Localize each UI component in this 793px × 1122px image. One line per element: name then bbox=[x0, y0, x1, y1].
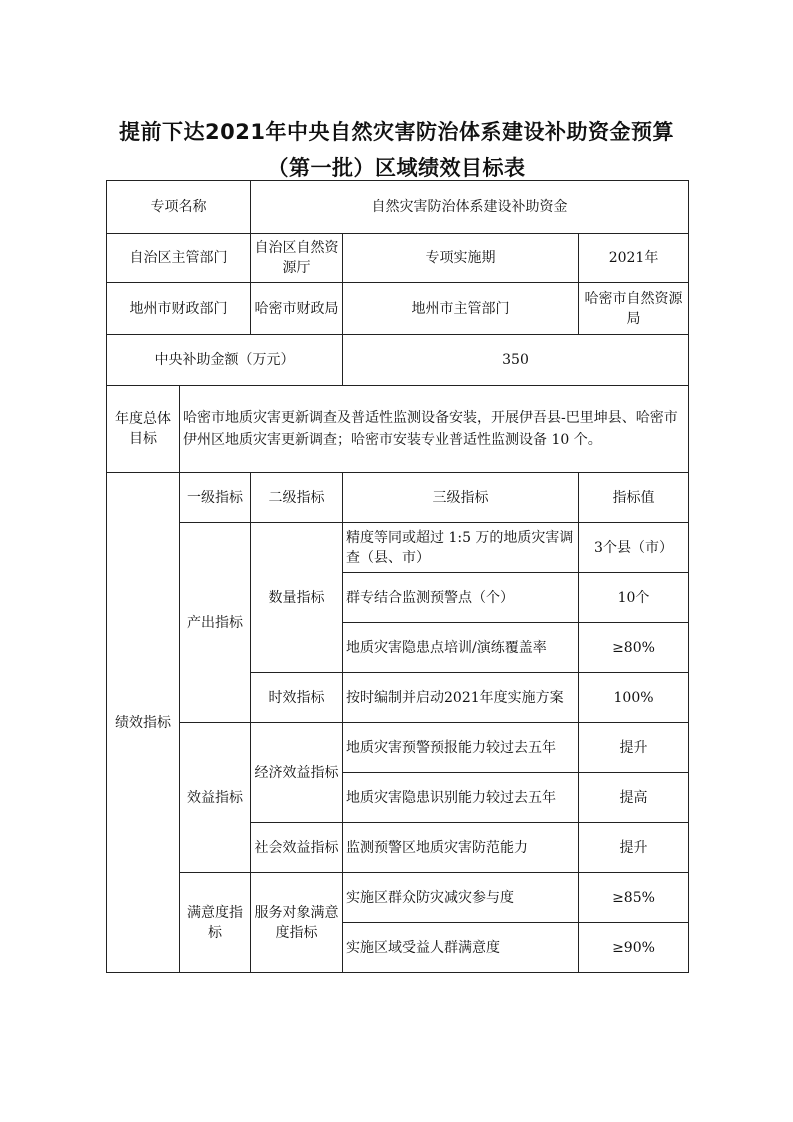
level1-satisfaction: 满意度指标 bbox=[180, 873, 251, 973]
column-header-level2: 二级指标 bbox=[251, 473, 343, 523]
region-dept-label: 自治区主管部门 bbox=[107, 234, 251, 283]
table-row bbox=[107, 873, 689, 923]
prefecture-finance-label: 地州市财政部门 bbox=[107, 283, 251, 335]
level1-benefit: 效益指标 bbox=[180, 723, 251, 873]
table-row bbox=[107, 386, 689, 473]
indicator-value: 10个 bbox=[579, 573, 689, 623]
project-name-label: 专项名称 bbox=[107, 181, 251, 234]
level3-indicator: 监测预警区地质灾害防范能力 bbox=[343, 823, 579, 873]
table-row bbox=[107, 473, 689, 523]
column-header-level3: 三级指标 bbox=[343, 473, 579, 523]
indicator-value: 提升 bbox=[579, 723, 689, 773]
level2-economic: 经济效益指标 bbox=[251, 723, 343, 823]
level2-service-satisfaction: 服务对象满意度指标 bbox=[251, 873, 343, 973]
level2-timeliness: 时效指标 bbox=[251, 673, 343, 723]
table-row bbox=[107, 523, 689, 573]
project-name-value: 自然灾害防治体系建设补助资金 bbox=[251, 181, 689, 234]
performance-section-label: 绩效指标 bbox=[107, 473, 180, 973]
level3-indicator: 精度等同或超过 1:5 万的地质灾害调查（县、市） bbox=[343, 523, 579, 573]
level3-indicator: 实施区域受益人群满意度 bbox=[343, 923, 579, 973]
indicator-value: 3个县（市） bbox=[579, 523, 689, 573]
level3-indicator: 地质灾害隐患识别能力较过去五年 bbox=[343, 773, 579, 823]
table-row bbox=[107, 181, 689, 234]
level2-social: 社会效益指标 bbox=[251, 823, 343, 873]
prefecture-dept-label: 地州市主管部门 bbox=[343, 283, 579, 335]
level3-indicator: 实施区群众防灾减灾参与度 bbox=[343, 873, 579, 923]
level3-indicator: 按时编制并启动2021年度实施方案 bbox=[343, 673, 579, 723]
table-row bbox=[107, 234, 689, 283]
indicator-value: ≥80% bbox=[579, 623, 689, 673]
annual-goal-label: 年度总体目标 bbox=[107, 386, 180, 473]
table-row bbox=[107, 723, 689, 773]
indicator-value: 提高 bbox=[579, 773, 689, 823]
indicator-value: 100% bbox=[579, 673, 689, 723]
annual-goal-value: 哈密市地质灾害更新调查及普适性监测设备安装，开展伊吾县-巴里坤县、哈密市伊州区地质灾害更新调查；哈密市安装专业普适性监测设备 10 个。 bbox=[180, 386, 689, 473]
indicator-value: ≥90% bbox=[579, 923, 689, 973]
level3-indicator: 群专结合监测预警点（个） bbox=[343, 573, 579, 623]
region-dept-value: 自治区自然资源厅 bbox=[251, 234, 343, 283]
prefecture-dept-value: 哈密市自然资源局 bbox=[579, 283, 689, 335]
level2-quantity: 数量指标 bbox=[251, 523, 343, 673]
table-row bbox=[107, 283, 689, 335]
level3-indicator: 地质灾害隐患点培训/演练覆盖率 bbox=[343, 623, 579, 673]
level1-output: 产出指标 bbox=[180, 523, 251, 723]
amount-label: 中央补助金额（万元） bbox=[107, 335, 343, 386]
table-row bbox=[107, 335, 689, 386]
indicator-value: 提升 bbox=[579, 823, 689, 873]
indicator-value: ≥85% bbox=[579, 873, 689, 923]
column-header-value: 指标值 bbox=[579, 473, 689, 523]
document-title-line1: 提前下达2021年中央自然灾害防治体系建设补助资金预算 bbox=[119, 120, 674, 144]
amount-value: 350 bbox=[343, 335, 689, 386]
period-value: 2021年 bbox=[579, 234, 689, 283]
document-title-line2: （第一批）区域绩效目标表 bbox=[267, 156, 526, 180]
level3-indicator: 地质灾害预警预报能力较过去五年 bbox=[343, 723, 579, 773]
prefecture-finance-value: 哈密市财政局 bbox=[251, 283, 343, 335]
column-header-level1: 一级指标 bbox=[180, 473, 251, 523]
performance-target-table bbox=[106, 180, 689, 973]
period-label: 专项实施期 bbox=[343, 234, 579, 283]
